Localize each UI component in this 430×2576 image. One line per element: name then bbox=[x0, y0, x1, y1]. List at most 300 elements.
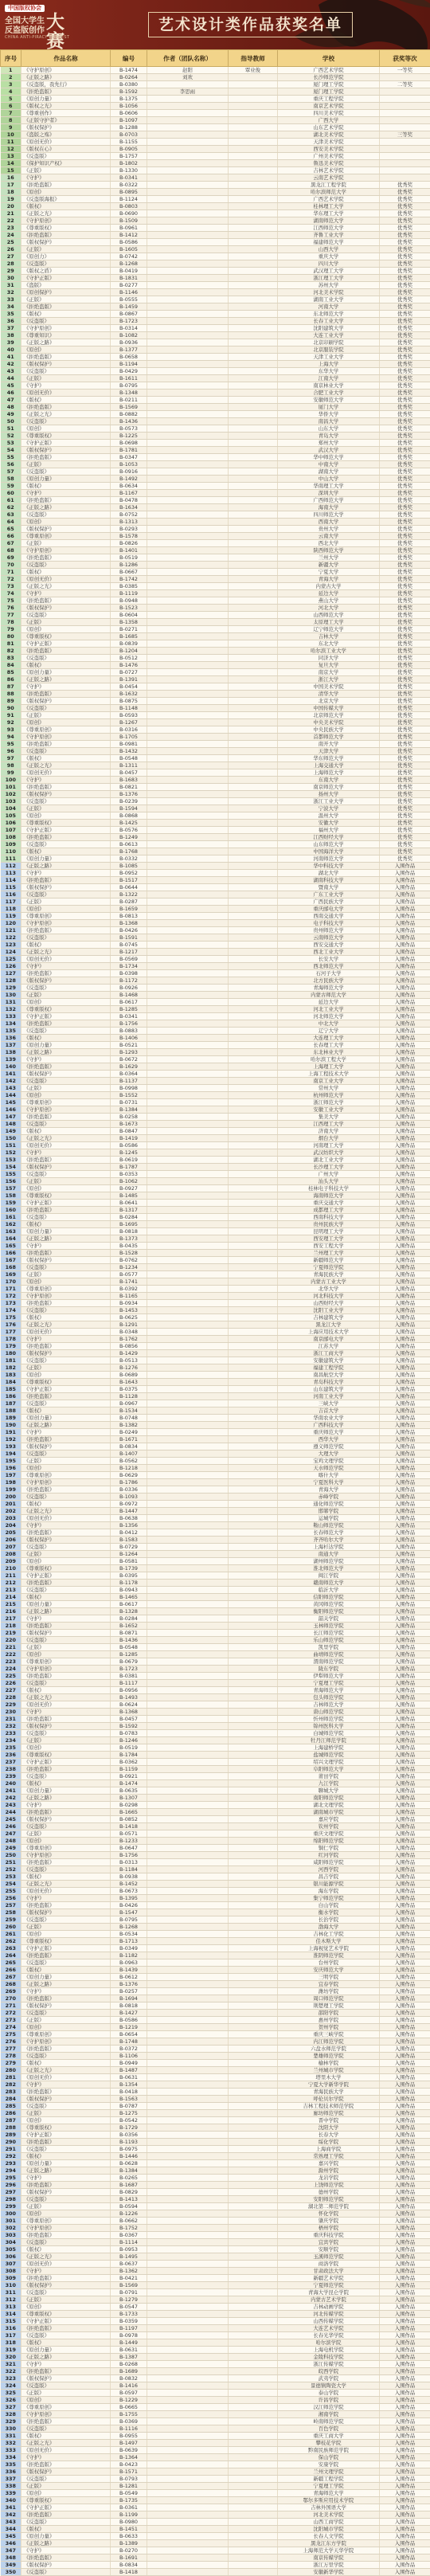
row-index: 179 bbox=[1, 1343, 22, 1350]
row-index: 145 bbox=[1, 1099, 22, 1106]
work-code: B-0967 bbox=[111, 1400, 147, 1407]
work-title: 《拒绝盗版》 bbox=[22, 2275, 111, 2282]
teacher-name bbox=[229, 669, 278, 676]
teacher-name bbox=[229, 1071, 278, 1078]
teacher-name bbox=[229, 920, 278, 927]
row-index: 50 bbox=[1, 418, 22, 425]
author-name bbox=[147, 1458, 229, 1465]
school-name: 武汉大学 bbox=[278, 447, 380, 454]
author-name bbox=[147, 612, 229, 619]
table-row bbox=[1, 1393, 430, 1400]
work-title: 《原创》 bbox=[22, 1838, 111, 1845]
table-row bbox=[1, 1293, 430, 1300]
author-name bbox=[147, 239, 229, 246]
work-title: 《正版》 bbox=[22, 375, 111, 382]
table-row bbox=[1, 2504, 430, 2511]
work-code: B-1452 bbox=[111, 1881, 147, 1888]
author-name bbox=[147, 827, 229, 834]
row-index: 190 bbox=[1, 1422, 22, 1429]
teacher-name bbox=[229, 2103, 278, 2110]
work-code: B-0426 bbox=[111, 1902, 147, 1909]
author-name bbox=[147, 2347, 229, 2354]
table-row bbox=[1, 1809, 430, 1816]
teacher-name bbox=[229, 1063, 278, 1071]
row-index: 174 bbox=[1, 1307, 22, 1314]
teacher-name bbox=[229, 1845, 278, 1852]
table-row bbox=[1, 1472, 430, 1479]
row-index: 1 bbox=[1, 67, 22, 74]
author-name bbox=[147, 877, 229, 884]
author-name bbox=[147, 1343, 229, 1350]
work-code: B-0644 bbox=[111, 884, 147, 891]
author-name bbox=[147, 1178, 229, 1185]
teacher-name bbox=[229, 827, 278, 834]
row-index: 192 bbox=[1, 1436, 22, 1443]
teacher-name bbox=[229, 1307, 278, 1314]
row-index: 101 bbox=[1, 784, 22, 791]
author-name bbox=[147, 1278, 229, 1286]
work-code: B-0435 bbox=[111, 1243, 147, 1250]
author-name bbox=[147, 1945, 229, 1952]
teacher-name bbox=[229, 1472, 278, 1479]
award-level: 入围作品 bbox=[380, 1257, 430, 1264]
school-name: 广东工业大学 bbox=[278, 891, 380, 898]
table-row bbox=[1, 1056, 430, 1063]
teacher-name bbox=[229, 1314, 278, 1321]
author-name bbox=[147, 1759, 229, 1766]
teacher-name bbox=[229, 1744, 278, 1752]
work-code: B-1592 bbox=[111, 88, 147, 96]
author-name bbox=[147, 1357, 229, 1364]
table-row bbox=[1, 648, 430, 655]
author-name bbox=[147, 2447, 229, 2454]
work-code: B-0629 bbox=[111, 1472, 147, 1479]
author-name bbox=[147, 1931, 229, 1938]
author-name bbox=[147, 2261, 229, 2268]
work-title: 《拒绝盗版》 bbox=[22, 970, 111, 977]
author-name bbox=[147, 999, 229, 1006]
teacher-name bbox=[229, 303, 278, 311]
row-index: 341 bbox=[1, 2504, 22, 2511]
teacher-name bbox=[229, 182, 278, 189]
author-name bbox=[147, 906, 229, 913]
table-row bbox=[1, 253, 430, 260]
work-title: 《尊重原创》 bbox=[22, 1472, 111, 1479]
work-code: B-0961 bbox=[111, 225, 147, 232]
table-row bbox=[1, 2268, 430, 2275]
teacher-name bbox=[229, 1192, 278, 1200]
author-name bbox=[147, 289, 229, 296]
author-name bbox=[147, 2540, 229, 2547]
author-name bbox=[147, 834, 229, 841]
school-name: 哈尔滨师范大学 bbox=[278, 189, 380, 196]
work-title: 《原创力量》 bbox=[22, 96, 111, 103]
work-title: 《正版之光》 bbox=[22, 1881, 111, 1888]
table-row bbox=[1, 1551, 430, 1558]
row-index: 202 bbox=[1, 1508, 22, 1515]
award-level: 入围作品 bbox=[380, 2461, 430, 2468]
work-title: 《尊重版权》 bbox=[22, 1938, 111, 1945]
table-row bbox=[1, 870, 430, 877]
teacher-name bbox=[229, 2282, 278, 2289]
row-index: 40 bbox=[1, 346, 22, 354]
row-index: 328 bbox=[1, 2411, 22, 2418]
row-index: 294 bbox=[1, 2167, 22, 2175]
school-name: 凯里学院 bbox=[278, 1644, 380, 1651]
school-name: 电子科技大学 bbox=[278, 920, 380, 927]
teacher-name bbox=[229, 985, 278, 992]
table-row bbox=[1, 2182, 430, 2189]
work-code: B-0793 bbox=[111, 2476, 147, 2483]
award-level: 优秀奖 bbox=[380, 669, 430, 676]
award-level: 入围作品 bbox=[380, 2447, 430, 2454]
work-code: B-1279 bbox=[111, 2296, 147, 2304]
table-row bbox=[1, 927, 430, 934]
teacher-name bbox=[229, 2447, 278, 2454]
award-level: 入围作品 bbox=[380, 1594, 430, 1601]
work-title: 《正版》 bbox=[22, 1178, 111, 1185]
table-row bbox=[1, 1866, 430, 1873]
school-name: 白山学院 bbox=[278, 1902, 380, 1909]
author-name bbox=[147, 870, 229, 877]
award-level: 入围作品 bbox=[380, 1701, 430, 1709]
work-code: B-1246 bbox=[111, 1737, 147, 1744]
table-row bbox=[1, 691, 430, 698]
school-name: 长江师范学院 bbox=[278, 1630, 380, 1637]
author-name bbox=[147, 1171, 229, 1178]
teacher-name bbox=[229, 2239, 278, 2246]
row-index: 198 bbox=[1, 1479, 22, 1486]
work-code: B-1264 bbox=[111, 1551, 147, 1558]
table-row bbox=[1, 2153, 430, 2160]
row-index: 124 bbox=[1, 949, 22, 956]
award-level: 入围作品 bbox=[380, 2540, 430, 2547]
school-name: 华南理工大学 bbox=[278, 483, 380, 490]
work-title: 《守护》 bbox=[22, 490, 111, 497]
teacher-name bbox=[229, 691, 278, 698]
row-index: 171 bbox=[1, 1286, 22, 1293]
author-name bbox=[147, 1773, 229, 1780]
work-title: 《正版》 bbox=[22, 805, 111, 812]
work-code: B-1451 bbox=[111, 2526, 147, 2533]
school-name: 海东学院 bbox=[278, 1888, 380, 1895]
work-code: B-0673 bbox=[111, 1888, 147, 1895]
work-code: B-1695 bbox=[111, 1221, 147, 1228]
author-name bbox=[147, 1701, 229, 1709]
table-row bbox=[1, 1658, 430, 1666]
table-row bbox=[1, 590, 430, 597]
row-index: 271 bbox=[1, 2002, 22, 2010]
row-index: 26 bbox=[1, 246, 22, 253]
work-code: B-1384 bbox=[111, 2167, 147, 2175]
teacher-name bbox=[229, 1924, 278, 1931]
school-name: 红河学院 bbox=[278, 1852, 380, 1859]
work-code: B-0270 bbox=[111, 2547, 147, 2554]
table-row bbox=[1, 891, 430, 898]
school-name: 湖南城市学院 bbox=[278, 1809, 380, 1816]
row-index: 175 bbox=[1, 1314, 22, 1321]
table-row bbox=[1, 676, 430, 683]
award-level: 优秀奖 bbox=[380, 726, 430, 734]
author-name bbox=[147, 2060, 229, 2067]
row-index: 242 bbox=[1, 1795, 22, 1802]
school-name: 呼伦贝尔学院 bbox=[278, 2096, 380, 2103]
author-name bbox=[147, 1694, 229, 1701]
table-row bbox=[1, 2354, 430, 2361]
teacher-name bbox=[229, 1529, 278, 1537]
row-index: 270 bbox=[1, 1995, 22, 2002]
author-name bbox=[147, 640, 229, 648]
school-name: 湖北美术学院 bbox=[278, 131, 380, 139]
school-name: 陇东学院 bbox=[278, 1666, 380, 1673]
author-name bbox=[147, 1063, 229, 1071]
teacher-name bbox=[229, 1658, 278, 1666]
work-title: 《拒绝盗版》 bbox=[22, 1063, 111, 1071]
work-code: B-1583 bbox=[111, 1537, 147, 1544]
table-row bbox=[1, 282, 430, 289]
teacher-name bbox=[229, 1149, 278, 1157]
table-row bbox=[1, 1759, 430, 1766]
award-level: 优秀奖 bbox=[380, 504, 430, 511]
teacher-name bbox=[229, 1881, 278, 1888]
author-name bbox=[147, 2483, 229, 2490]
school-name: 山西师范大学 bbox=[278, 612, 380, 619]
school-name: 白城师范学院 bbox=[278, 1730, 380, 1737]
teacher-name bbox=[229, 1916, 278, 1924]
teacher-name bbox=[229, 540, 278, 547]
teacher-name bbox=[229, 210, 278, 217]
work-code: B-0975 bbox=[111, 2146, 147, 2153]
work-code: B-0381 bbox=[111, 1673, 147, 1680]
table-row bbox=[1, 1192, 430, 1200]
work-title: 《尊重版权》 bbox=[22, 2497, 111, 2504]
table-row bbox=[1, 748, 430, 755]
teacher-name bbox=[229, 2060, 278, 2067]
author-name bbox=[147, 1515, 229, 1522]
work-code: B-0593 bbox=[111, 712, 147, 719]
work-title: 《版权保护》 bbox=[22, 1537, 111, 1544]
row-index: 74 bbox=[1, 590, 22, 597]
teacher-name bbox=[229, 2318, 278, 2325]
work-code: B-1219 bbox=[111, 2024, 147, 2031]
teacher-name bbox=[229, 468, 278, 476]
table-row bbox=[1, 1873, 430, 1881]
row-index: 260 bbox=[1, 1924, 22, 1931]
author-name bbox=[147, 1959, 229, 1967]
teacher-name bbox=[229, 1178, 278, 1185]
row-index: 148 bbox=[1, 1121, 22, 1128]
school-name: 青海大学 bbox=[278, 576, 380, 583]
award-level: 入围作品 bbox=[380, 2497, 430, 2504]
award-level bbox=[380, 74, 430, 81]
award-level: 入围作品 bbox=[380, 1537, 430, 1544]
row-index: 290 bbox=[1, 2139, 22, 2146]
award-level: 入围作品 bbox=[380, 1028, 430, 1035]
row-index: 282 bbox=[1, 2081, 22, 2089]
table-row bbox=[1, 848, 430, 855]
work-title: 《版权》 bbox=[22, 2246, 111, 2253]
work-code: B-0658 bbox=[111, 354, 147, 361]
row-index: 264 bbox=[1, 1952, 22, 1959]
award-level: 入围作品 bbox=[380, 2404, 430, 2411]
author-name bbox=[147, 1809, 229, 1816]
table-row bbox=[1, 454, 430, 461]
teacher-name bbox=[229, 992, 278, 999]
table-row bbox=[1, 2038, 430, 2046]
table-row bbox=[1, 1601, 430, 1608]
row-index: 221 bbox=[1, 1644, 22, 1651]
teacher-name bbox=[229, 1766, 278, 1773]
author-name bbox=[147, 296, 229, 303]
row-index: 349 bbox=[1, 2562, 22, 2569]
row-index: 211 bbox=[1, 1572, 22, 1580]
author-name bbox=[147, 540, 229, 547]
work-code: B-1225 bbox=[111, 433, 147, 440]
author-name bbox=[147, 619, 229, 626]
column-header-title: 作品名称 bbox=[22, 50, 111, 67]
work-code: B-0635 bbox=[111, 1787, 147, 1795]
work-code: B-1197 bbox=[111, 2325, 147, 2332]
author-name bbox=[147, 504, 229, 511]
author-name bbox=[147, 153, 229, 160]
teacher-name bbox=[229, 1701, 278, 1709]
row-index: 108 bbox=[1, 834, 22, 841]
work-code: B-1137 bbox=[111, 1078, 147, 1085]
teacher-name bbox=[229, 1787, 278, 1795]
table-row bbox=[1, 1063, 430, 1071]
work-title: 《原创力量》 bbox=[22, 476, 111, 483]
work-title: 《守护》 bbox=[22, 1895, 111, 1902]
award-level: 入围作品 bbox=[380, 2347, 430, 2354]
work-title: 《守护原创》 bbox=[22, 2038, 111, 2046]
school-name: 汉江师范学院 bbox=[278, 2404, 380, 2411]
school-name: 东华大学 bbox=[278, 368, 380, 375]
award-level: 入围作品 bbox=[380, 2397, 430, 2404]
school-name: 浙江理工大学 bbox=[278, 275, 380, 282]
school-name: 三峡大学 bbox=[278, 1400, 380, 1407]
row-index: 92 bbox=[1, 719, 22, 726]
author-name bbox=[147, 2239, 229, 2246]
school-name: 福建师范大学 bbox=[278, 239, 380, 246]
author-name bbox=[147, 1185, 229, 1192]
school-name: 湖北文理学院 bbox=[278, 1802, 380, 1809]
work-code: B-0313 bbox=[111, 1859, 147, 1866]
author-name bbox=[147, 131, 229, 139]
work-title: 《反盗版》 bbox=[22, 1544, 111, 1551]
table-row bbox=[1, 1508, 430, 1515]
work-code: B-0395 bbox=[111, 1572, 147, 1580]
school-name: 南开大学 bbox=[278, 741, 380, 748]
table-row bbox=[1, 1357, 430, 1364]
row-index: 222 bbox=[1, 1651, 22, 1658]
work-title: 《反盗版》 bbox=[22, 1637, 111, 1644]
award-level: 入围作品 bbox=[380, 2046, 430, 2053]
teacher-name bbox=[229, 2554, 278, 2562]
award-level: 入围作品 bbox=[380, 898, 430, 906]
row-index: 93 bbox=[1, 726, 22, 734]
author-name bbox=[147, 368, 229, 375]
teacher-name bbox=[229, 698, 278, 705]
row-index: 339 bbox=[1, 2490, 22, 2497]
school-name: 浙江大学 bbox=[278, 676, 380, 683]
author-name bbox=[147, 590, 229, 597]
row-index: 15 bbox=[1, 167, 22, 174]
teacher-name bbox=[229, 2289, 278, 2296]
award-level: 入围作品 bbox=[380, 949, 430, 956]
school-name: 湖南大学 bbox=[278, 468, 380, 476]
school-name: 滁州学院 bbox=[278, 2167, 380, 2175]
work-title: 《原创》 bbox=[22, 812, 111, 820]
award-level: 入围作品 bbox=[380, 1192, 430, 1200]
award-level: 优秀奖 bbox=[380, 425, 430, 433]
table-row bbox=[1, 2569, 430, 2576]
work-code: B-0641 bbox=[111, 1200, 147, 1207]
school-name: 暨南大学 bbox=[278, 884, 380, 891]
teacher-name bbox=[229, 2139, 278, 2146]
table-row bbox=[1, 2339, 430, 2347]
school-name: 内蒙古师范大学 bbox=[278, 992, 380, 999]
table-row bbox=[1, 2110, 430, 2117]
award-level: 优秀奖 bbox=[380, 698, 430, 705]
teacher-name bbox=[229, 2440, 278, 2447]
award-level: 优秀奖 bbox=[380, 239, 430, 246]
work-title: 《反盗版》 bbox=[22, 2382, 111, 2390]
row-index: 313 bbox=[1, 2304, 22, 2311]
work-code: B-0521 bbox=[111, 1042, 147, 1049]
work-code: B-1356 bbox=[111, 1522, 147, 1529]
school-name: 东北林业大学 bbox=[278, 1049, 380, 1056]
school-name: 安徽师范大学 bbox=[278, 397, 380, 404]
work-title: 《守护》 bbox=[22, 2454, 111, 2461]
work-title: 《守护》 bbox=[22, 1709, 111, 1716]
row-index: 316 bbox=[1, 2325, 22, 2332]
author-name bbox=[147, 1465, 229, 1472]
row-index: 246 bbox=[1, 1823, 22, 1830]
author-name bbox=[147, 1085, 229, 1092]
work-title: 《反盗版》 bbox=[22, 1028, 111, 1035]
author-name bbox=[147, 1859, 229, 1866]
teacher-name bbox=[229, 884, 278, 891]
table-row bbox=[1, 361, 430, 368]
author-name bbox=[147, 1723, 229, 1730]
author-name bbox=[147, 1866, 229, 1873]
award-level: 优秀奖 bbox=[380, 268, 430, 275]
row-index: 64 bbox=[1, 519, 22, 526]
award-level: 入围作品 bbox=[380, 2490, 430, 2497]
work-title: 《反盗版》 bbox=[22, 318, 111, 325]
work-title: 《版权保护》 bbox=[22, 605, 111, 612]
row-index: 8 bbox=[1, 117, 22, 124]
row-index: 85 bbox=[1, 669, 22, 676]
teacher-name bbox=[229, 1049, 278, 1056]
school-name: 山西工商学院 bbox=[278, 2519, 380, 2526]
teacher-name bbox=[229, 970, 278, 977]
work-title: 《反盗版》 bbox=[22, 468, 111, 476]
row-index: 261 bbox=[1, 1931, 22, 1938]
school-name: 杭州师范大学 bbox=[278, 1092, 380, 1099]
author-name bbox=[147, 1422, 229, 1429]
teacher-name bbox=[229, 1673, 278, 1680]
school-name: 湖南工业大学 bbox=[278, 296, 380, 303]
teacher-name bbox=[229, 1114, 278, 1121]
work-title: 《版权保护》 bbox=[22, 698, 111, 705]
teacher-name bbox=[229, 820, 278, 827]
table-row bbox=[1, 583, 430, 590]
table-row bbox=[1, 2060, 430, 2067]
work-title: 《拒绝盗版》 bbox=[22, 2232, 111, 2239]
award-level: 优秀奖 bbox=[380, 490, 430, 497]
teacher-name bbox=[229, 906, 278, 913]
